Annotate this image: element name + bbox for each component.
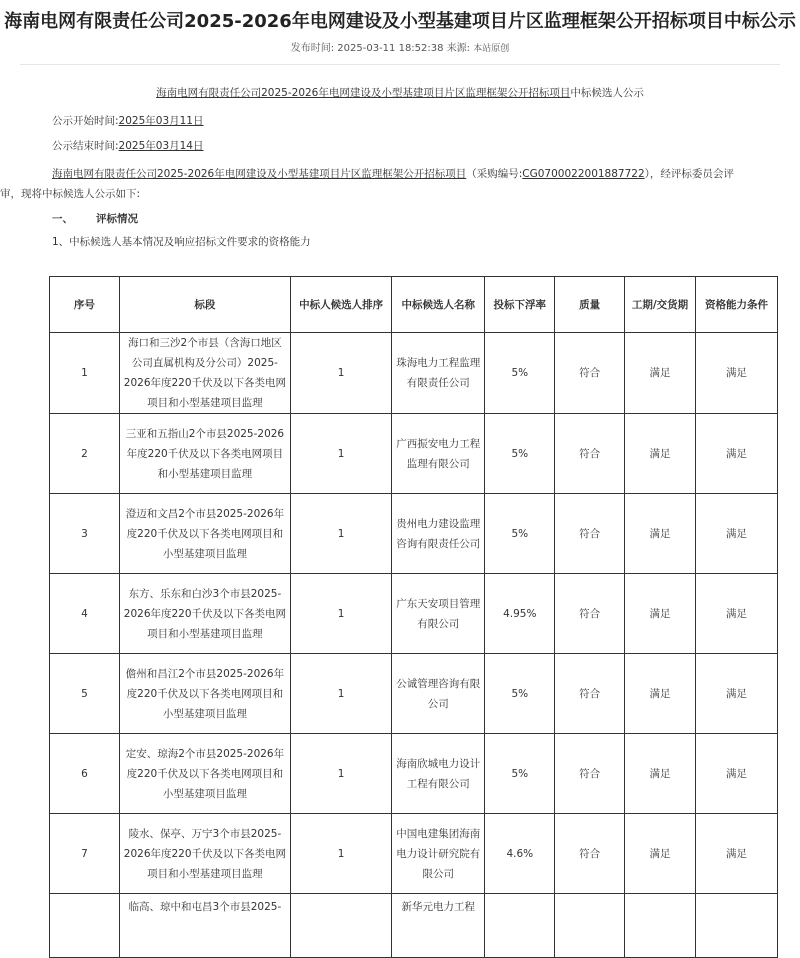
- cell-lot: 澄迈和文昌2个市县2025-2026年度220千伏及以下各类电网项目和小型基建项目监理: [119, 494, 290, 574]
- cell-rank: 1: [290, 494, 391, 574]
- col-header-rank: 中标人候选人排序: [290, 277, 391, 333]
- cell-candidate: 海南欣城电力设计工程有限公司: [392, 734, 485, 814]
- cell-quality: [555, 894, 625, 958]
- publish-time-label: 发布时间:: [290, 43, 335, 54]
- intro-code: CG0700022001887722: [522, 168, 645, 180]
- cell-lot: 陵水、保亭、万宁3个市县2025-2026年度220千伏及以下各类电网项目和小型基建项目监理: [119, 814, 290, 894]
- notice-heading: [0, 85, 800, 100]
- cell-candidate: 广东天安项目管理有限公司: [392, 574, 485, 654]
- notice-end-label: 公示结束时间:: [52, 140, 119, 152]
- cell-quality: 符合: [555, 574, 625, 654]
- project-name-link[interactable]: 海南电网有限责任公司2025-2026年电网建设及小型基建项目片区监理框架公开招标项目: [156, 87, 571, 99]
- table-header-row: [50, 277, 778, 333]
- cell-lot: 东方、乐东和白沙3个市县2025-2026年度220千伏及以下各类电网项目和小型基建项目监理: [119, 574, 290, 654]
- col-header-lot: 标段: [119, 277, 290, 333]
- cell-no: [50, 894, 120, 958]
- cell-rank: 1: [290, 814, 391, 894]
- notice-start: [0, 113, 800, 128]
- cell-discount: 5%: [485, 414, 555, 494]
- cell-discount: 5%: [485, 333, 555, 414]
- intro-tail-2: 审，现将中标候选人公示如下:: [0, 188, 141, 200]
- table-row: [50, 734, 778, 814]
- cell-lot: 定安、琼海2个市县2025-2026年度220千伏及以下各类电网项目和小型基建项目监理: [119, 734, 290, 814]
- cell-quality: 符合: [555, 494, 625, 574]
- candidate-table: [49, 276, 778, 958]
- cell-no: 3: [50, 494, 120, 574]
- notice-start-label: 公示开始时间:: [52, 115, 119, 127]
- cell-quality: 符合: [555, 414, 625, 494]
- cell-rank: 1: [290, 333, 391, 414]
- cell-discount: 4.95%: [485, 574, 555, 654]
- cell-discount: [485, 894, 555, 958]
- col-header-duration: 工期/交货期: [625, 277, 696, 333]
- cell-qualification: 满足: [695, 734, 777, 814]
- cell-duration: 满足: [625, 654, 696, 734]
- cell-lot: 三亚和五指山2个市县2025-2026年度220千伏及以下各类电网项目和小型基建项目监理: [119, 414, 290, 494]
- cell-lot: 临高、琼中和屯昌3个市县2025-: [119, 894, 290, 958]
- cell-quality: 符合: [555, 734, 625, 814]
- cell-duration: 满足: [625, 494, 696, 574]
- source-value: 本站原创: [473, 44, 510, 54]
- source-label: 来源:: [446, 43, 471, 54]
- cell-rank: 1: [290, 574, 391, 654]
- cell-no: 7: [50, 814, 120, 894]
- cell-discount: 4.6%: [485, 814, 555, 894]
- cell-lot: 海口和三沙2个市县（含海口地区公司直属机构及分公司）2025-2026年度220千伏及以下各类电网项目和小型基建项目监理: [119, 333, 290, 414]
- cell-rank: [290, 894, 391, 958]
- cell-duration: 满足: [625, 814, 696, 894]
- cell-qualification: 满足: [695, 654, 777, 734]
- cell-duration: 满足: [625, 734, 696, 814]
- cell-qualification: 满足: [695, 494, 777, 574]
- cell-duration: 满足: [625, 574, 696, 654]
- cell-duration: 满足: [625, 333, 696, 414]
- cell-quality: 符合: [555, 333, 625, 414]
- cell-no: 6: [50, 734, 120, 814]
- cell-no: 1: [50, 333, 120, 414]
- cell-discount: 5%: [485, 494, 555, 574]
- intro-project-name: 海南电网有限责任公司2025-2026年电网建设及小型基建项目片区监理框架公开招标项目: [52, 168, 467, 180]
- cell-no: 2: [50, 414, 120, 494]
- intro-tail-1: ），经评标委员会评: [644, 168, 734, 180]
- section-title: 评标情况: [96, 213, 138, 225]
- table-row: [50, 494, 778, 574]
- notice-end: [0, 138, 800, 153]
- title-divider: [20, 64, 780, 65]
- col-header-quality: 质量: [555, 277, 625, 333]
- cell-duration: 满足: [625, 414, 696, 494]
- cell-candidate: 珠海电力工程监理有限责任公司: [392, 333, 485, 414]
- cell-no: 4: [50, 574, 120, 654]
- cell-no: 5: [50, 654, 120, 734]
- table-row: [50, 574, 778, 654]
- intro-paragraph: [0, 164, 800, 204]
- cell-qualification: 满足: [695, 333, 777, 414]
- publish-time: 2025-03-11 18:52:38: [337, 43, 444, 54]
- cell-discount: 5%: [485, 654, 555, 734]
- cell-candidate: 公诚管理咨询有限公司: [392, 654, 485, 734]
- page-title: 海南电网有限责任公司2025-2026年电网建设及小型基建项目片区监理框架公开招标项目中标公示: [4, 11, 796, 32]
- col-header-candidate: 中标候选人名称: [392, 277, 485, 333]
- section-number: 一、: [52, 213, 73, 225]
- cell-quality: 符合: [555, 814, 625, 894]
- cell-candidate: 新华元电力工程: [392, 894, 485, 958]
- col-header-discount: 投标下浮率: [485, 277, 555, 333]
- publish-meta: [0, 40, 800, 58]
- cell-qualification: 满足: [695, 574, 777, 654]
- col-header-qualification: 资格能力条件: [695, 277, 777, 333]
- table-row: [50, 414, 778, 494]
- cell-duration: [625, 894, 696, 958]
- cell-quality: 符合: [555, 654, 625, 734]
- cell-candidate: 贵州电力建设监理咨询有限责任公司: [392, 494, 485, 574]
- sub-heading: 1、中标候选人基本情况及响应招标文件要求的资格能力: [52, 236, 311, 248]
- col-header-no: 序号: [50, 277, 120, 333]
- notice-end-date: 2025年03月14日: [118, 140, 204, 152]
- cell-candidate: 广西振安电力工程监理有限公司: [392, 414, 485, 494]
- cell-discount: 5%: [485, 734, 555, 814]
- notice-start-date: 2025年03月11日: [118, 115, 204, 127]
- intro-code-prefix: （采购编号:: [466, 168, 523, 180]
- table-row: [50, 333, 778, 414]
- cell-rank: 1: [290, 654, 391, 734]
- cell-rank: 1: [290, 414, 391, 494]
- cell-qualification: [695, 894, 777, 958]
- table-row-partial: [50, 894, 778, 958]
- cell-rank: 1: [290, 734, 391, 814]
- table-row: [50, 654, 778, 734]
- table-row: [50, 814, 778, 894]
- cell-qualification: 满足: [695, 814, 777, 894]
- cell-lot: 儋州和昌江2个市县2025-2026年度220千伏及以下各类电网项目和小型基建项目监理: [119, 654, 290, 734]
- section-heading: [0, 211, 800, 226]
- notice-heading-suffix: 中标候选人公示: [570, 87, 644, 99]
- cell-qualification: 满足: [695, 414, 777, 494]
- cell-candidate: 中国电建集团海南电力设计研究院有限公司: [392, 814, 485, 894]
